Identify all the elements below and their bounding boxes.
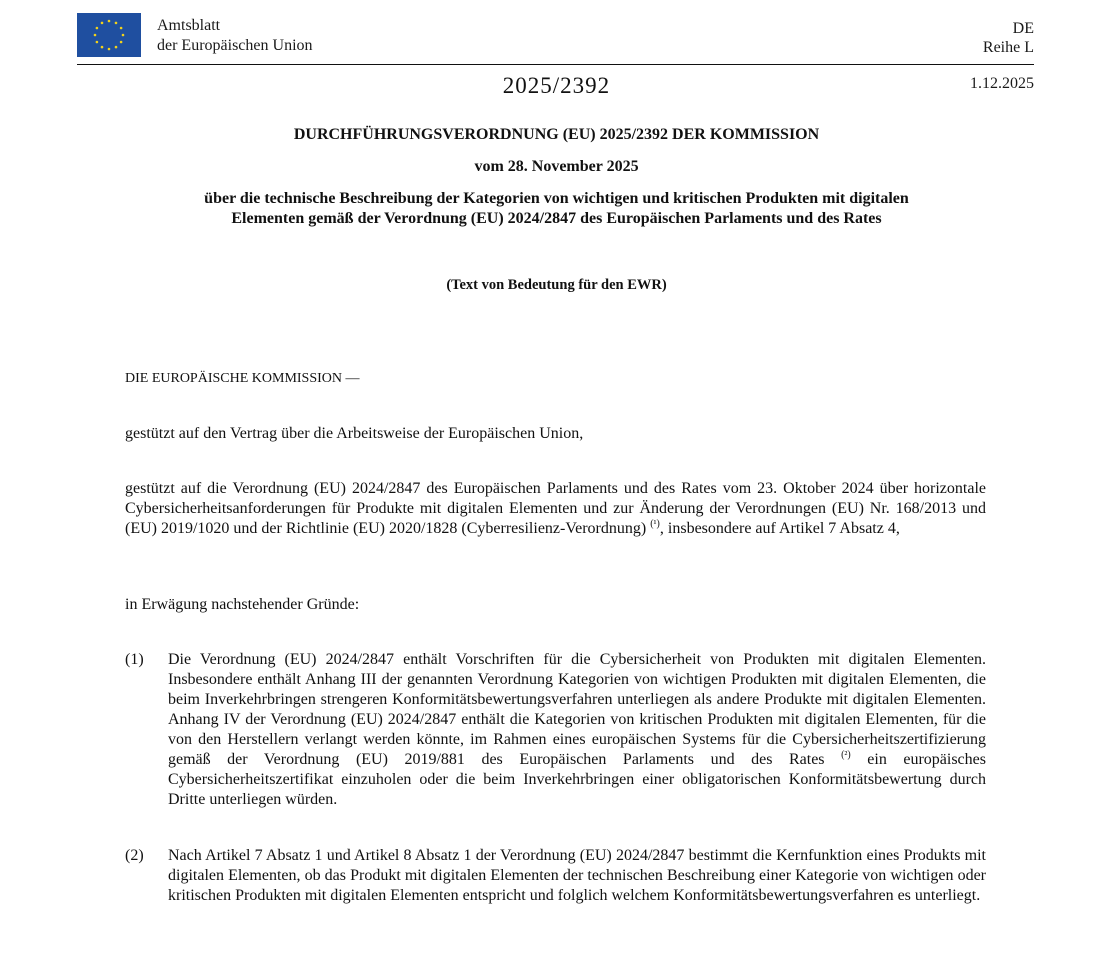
recitals-intro: in Erwägung nachstehender Gründe: [125,596,360,613]
publication-date: 1.12.2025 [970,75,1034,92]
eu-stars-icon [77,13,141,57]
eea-relevance-note: (Text von Bedeutung für den EWR) [446,277,667,293]
recital-number: (1) [125,651,144,668]
citation-treaty: gestützt auf den Vertrag über die Arbeitsweise der Europäischen Union, [125,425,584,442]
document-title: DURCHFÜHRUNGSVERORDNUNG (EU) 2025/2392 DER KOMMISSION [293,126,820,143]
citation-regulation-text: gestützt auf die Verordnung (EU) 2024/2847 des Europäischen Parlaments und des Rates vom 23. Oktober 2024 über horizontale Cybersicherheitsanforderungen für Produkte mit digitalen Elementen und zur Änderung der Verordnungen (EU) Nr. 168/2013 und (EU) 2019/1020 und der Richtlinie (EU) 2020/1828 (Cyberresilienz-Verordnung) [125,480,986,537]
footnote-link-2[interactable]: (²) [841,749,851,761]
recital-text [168,650,986,810]
recital-text-part: ein europäisches Cybersicherheitszertifikat einzuholen oder die beim Inverkehrbringen einer obligatorischen Konformitätsbewertung durch Dritte unterliegen würden. [168,751,986,808]
recital-item [125,846,986,906]
journal-name-line2: der Europäischen Union [157,37,313,54]
journal-name-line1: Amtsblatt [157,17,221,34]
eu-flag-icon [77,13,141,57]
journal-name [157,16,313,56]
recital-text: Nach Artikel 7 Absatz 1 und Artikel 8 Absatz 1 der Verordnung (EU) 2024/2847 bestimmt die Kernfunktion eines Produkts mit digitalen Elementen, ob das Produkt mit digitalen Elementen der technischen Beschreibung einer Kategorie von wichtigen oder kritischen Produkten mit digitalen Elementen entspricht und folglich welchem Konformitätsbewertungsverfahren es unterliegt. [168,847,986,904]
recital-number: (2) [125,847,144,864]
document-date-line: vom 28. November 2025 [474,158,639,175]
document-subject: über die technische Beschreibung der Kategorien von wichtigen und kritischen Produkten mit digitalen Elementen gemäß der Verordnung (EU) 2024/2847 des Europäischen Parlaments und des Rates [204,190,909,227]
recital-text-part: Die Verordnung (EU) 2024/2847 enthält Vorschriften für die Cybersicherheit von Produkten mit digitalen Elementen. Insbesondere enthält Anhang III der genannten Verordnung Kategorien von wichtigen Produkten mit digitalen Elementen, die beim Inverkehrbringen strengeren Konformitätsbewertungsverfahren unterliegen als andere Produkte mit digitalen Elementen. Anhang IV der Verordnung (EU) 2024/2847 enthält die Kategorien von kritischen Produkten mit digitalen Elementen, für die von den Herstellern verlangt werden könnte, im Rahmen eines europäischen Systems für die Cybersicherheitszertifizierung gemäß der Verordnung (EU) 2019/881 des Europäischen Parlaments und des Rates [168,651,986,768]
recital-item [125,650,986,810]
footnote-link-1[interactable]: (¹) [650,518,660,530]
document-number: 2025/2392 [502,73,611,98]
journal-masthead [77,13,1034,65]
series-info [983,19,1034,57]
language-code: DE [1012,20,1034,37]
citation-regulation [125,479,986,539]
enacting-authority: DIE EUROPÄISCHE KOMMISSION — [125,371,360,386]
series-label: Reihe L [982,39,1034,56]
citation-regulation-text-end: , insbesondere auf Artikel 7 Absatz 4, [659,520,900,537]
